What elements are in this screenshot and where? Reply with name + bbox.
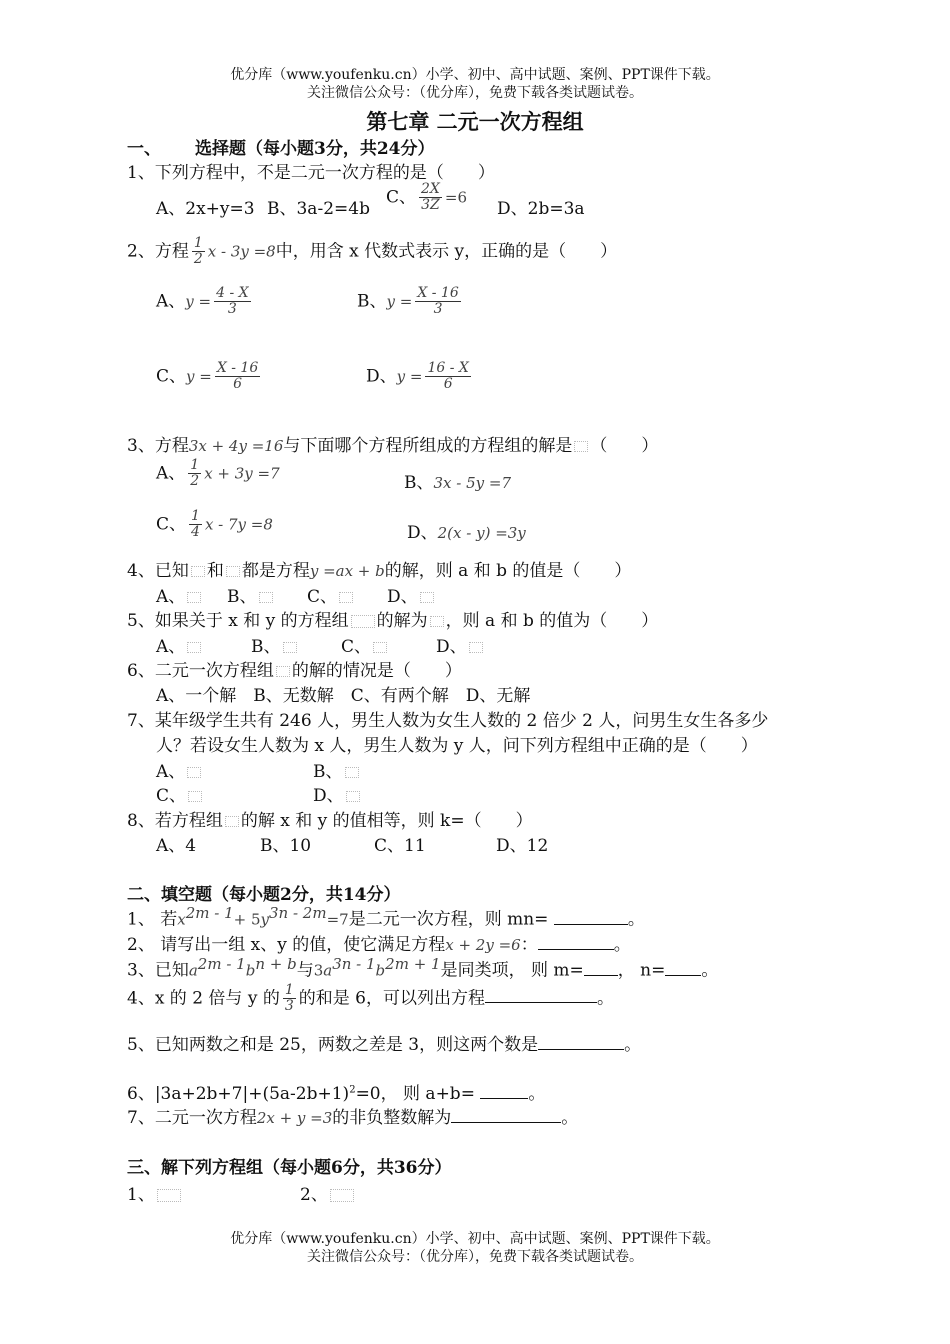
option-label: B、 (313, 762, 343, 782)
q6-options: A、一个解 B、无数解 C、有两个解 D、无解 (156, 686, 531, 706)
equation-placeholder-icon (346, 791, 360, 802)
fraction-denominator: 2 (190, 473, 200, 490)
math-expression: x + 2y =6 (445, 936, 521, 954)
text: ，则 a 和 b 的值为（ ） (445, 611, 659, 631)
q2-option-d-fraction (425, 361, 470, 393)
math-base: x (177, 910, 186, 929)
fill-4 (127, 983, 614, 1015)
q1-option-c-rhs: =6 (444, 188, 468, 207)
fraction-numerator: 16 - X (427, 360, 469, 376)
equation-placeholder-icon (339, 592, 353, 603)
fill-3 (127, 955, 718, 981)
option-label: C、 (156, 514, 187, 535)
q2-option-d (366, 361, 474, 393)
option-expression: 3x - 5y =7 (433, 474, 512, 492)
q1-option-c (386, 182, 467, 214)
section3-title: 三、解下列方程组（每小题6分，共36分） (127, 1158, 452, 1178)
text: 的解为 (376, 611, 428, 631)
q2-stem (127, 236, 617, 268)
fraction-denominator: 4 (191, 524, 200, 541)
fraction-denominator: 6 (443, 376, 453, 393)
equation-placeholder-icon (188, 791, 202, 802)
q2-expression: x - 3y =8 (207, 242, 276, 261)
math-exponent: 2m - 1 (185, 904, 234, 922)
answer-blank[interactable] (451, 1106, 561, 1123)
math-exponent: 2 (349, 1084, 356, 1096)
solve-1 (127, 1180, 183, 1205)
q8-option-a: A、4 (156, 836, 197, 856)
option-label: A、 (156, 637, 186, 657)
q3-option-c-fraction (189, 509, 202, 541)
footer-line-2: 关注微信公众号：（优分库），免费下载各类试题试卷。 (307, 1249, 643, 1265)
q7-line-1: 7、某年级学生共有 246 人，男生人数为女生人数的 2 倍少 2 人，问男生女生各多少 (127, 711, 769, 731)
text: 7、二元一次方程 (127, 1108, 257, 1128)
text: 的解 x 和 y 的值相等，则 k=（ ） (240, 811, 533, 831)
q5-option-a (156, 632, 203, 657)
equation-placeholder-icon (191, 566, 205, 577)
q2-suffix: 中，用含 x 代数式表示 y，正确的是（ ） (275, 241, 618, 262)
q8-option-b: B、10 (260, 836, 312, 856)
math-exponent: 2m + 1 (385, 955, 441, 973)
q3-prefix: 3、方程 (127, 436, 189, 456)
equation-placeholder-icon (469, 642, 483, 653)
option-label: B、 (227, 587, 257, 607)
answer-blank[interactable] (584, 959, 618, 976)
q1-stem: 1、下列方程中，不是二元一次方程的是（ ） (127, 163, 495, 183)
fraction-numerator: 1 (284, 982, 294, 998)
option-label: B、 (251, 637, 281, 657)
option-label: D、 (387, 587, 418, 607)
option-lhs: y = (386, 292, 413, 311)
q4-option-a (156, 582, 203, 607)
math-expression: 2x + y =3 (256, 1109, 333, 1127)
text: 的解，则 a 和 b 的值是（ ） (384, 561, 632, 581)
section2-title: 二、填空题（每小题2分，共14分） (127, 885, 401, 905)
option-label: A、 (156, 291, 186, 312)
math-exponent: 3n - 2m (269, 904, 327, 922)
text: 5、如果关于 x 和 y 的方程组 (127, 611, 349, 631)
fraction-numerator: X - 16 (216, 360, 259, 376)
text: 都是方程 (241, 561, 310, 581)
math-base: b (375, 961, 386, 980)
header-line-2: 关注微信公众号：（优分库），免费下载各类试题试卷。 (307, 85, 643, 101)
fraction-numerator: 1 (193, 235, 203, 251)
q8-stem (127, 806, 533, 831)
q3-suffix: 与下面哪个方程所组成的方程组的解是 (283, 436, 573, 456)
equation-placeholder-icon (420, 592, 434, 603)
q1-option-b: B、3a-2=4b (267, 199, 370, 219)
fill-2 (127, 930, 631, 955)
option-label: C、 (341, 637, 372, 657)
math-base: a (323, 961, 333, 980)
option-label: A、 (156, 463, 186, 484)
q4-option-c (307, 582, 355, 607)
equation-placeholder-icon (225, 816, 239, 827)
text: 4、x 的 2 倍与 y 的 (127, 988, 280, 1009)
q2-option-b (357, 286, 464, 318)
q3-option-c (156, 509, 273, 541)
q1-option-a: A、2x+y=3 (156, 199, 255, 219)
q2-option-a-fraction (214, 286, 251, 318)
fraction-denominator: 3 (433, 301, 443, 318)
text: 。 (624, 1035, 642, 1055)
q3-stem (127, 431, 658, 456)
text: 。 (701, 960, 719, 981)
equation-placeholder-icon (259, 592, 273, 603)
q6-stem (127, 656, 462, 681)
fraction-numerator: 4 - X (216, 285, 249, 301)
text: 与 (296, 960, 314, 981)
q7-option-d (313, 781, 362, 806)
fraction-denominator: 2 (193, 251, 203, 268)
text: 6、二元一次方程组 (127, 661, 274, 681)
solve-2 (300, 1180, 356, 1205)
fraction-numerator: 1 (191, 508, 200, 524)
text: 1、 若 (127, 909, 178, 930)
equation-placeholder-icon (330, 1189, 354, 1202)
q2-option-b-fraction (415, 286, 460, 318)
math-coefficient: 3 (313, 961, 324, 980)
text: 和 (206, 561, 224, 581)
option-label: A、 (156, 762, 186, 782)
option-lhs: y = (186, 367, 212, 386)
option-label: C、 (156, 786, 187, 806)
equation-placeholder-icon (187, 592, 201, 603)
q3-answer-paren: （ ） (590, 436, 659, 456)
q1-option-c-fraction (419, 182, 442, 214)
q3-option-a-fraction (188, 458, 201, 490)
fraction-denominator: 3 (227, 301, 237, 318)
q5-stem (127, 606, 658, 631)
section1-number: 一、 (127, 139, 161, 159)
option-label: B、 (357, 291, 387, 312)
page-title: 第七章 二元一次方程组 (366, 109, 584, 134)
text: 。 (561, 1108, 579, 1128)
text: 6、|3a+2b+7|+(5a-2b+1) (127, 1084, 350, 1104)
option-label: 1、 (127, 1185, 155, 1205)
math-base: y (260, 910, 269, 929)
answer-blank[interactable] (485, 986, 597, 1003)
text: 2、 请写出一组 x、y 的值，使它满足方程 (127, 935, 446, 955)
q1-option-d: D、2b=3a (497, 199, 585, 219)
text: 是二元一次方程，则 mn= (348, 909, 549, 930)
text: 。 (627, 909, 645, 930)
fill-1 (127, 904, 645, 930)
answer-blank[interactable] (665, 959, 701, 976)
fraction-denominator: 3 (284, 998, 294, 1015)
header-line-1: 优分库（www.youfenku.cn）小学、初中、高中试题、案例、PPT课件下载。 (230, 67, 720, 83)
equation-placeholder-icon (187, 767, 201, 778)
text: ： (520, 935, 538, 955)
equation-placeholder-icon (345, 767, 359, 778)
math-base: b (245, 961, 256, 980)
q4-stem (127, 556, 631, 581)
q8-option-c: C、11 (374, 836, 426, 856)
equation-placeholder-icon (187, 642, 201, 653)
text: 8、若方程组 (127, 811, 223, 831)
fraction-denominator: 3Z (421, 197, 440, 214)
q2-option-c (156, 361, 263, 393)
q2-prefix: 2、方程 (127, 241, 189, 262)
equation-placeholder-icon (373, 642, 387, 653)
text: 5、已知两数之和是 25，两数之差是 3，则这两个数是 (127, 1035, 539, 1055)
text: 。 (597, 988, 614, 1009)
q7-line-2: 人？若设女生人数为 x 人，男生人数为 y 人，问下列方程组中正确的是（ ） (156, 736, 758, 756)
fraction-numerator: 2X (421, 181, 440, 197)
math-term: + 5 (233, 910, 261, 929)
option-expression: x + 3y =7 (204, 464, 280, 483)
text: 的和是 6，可以列出方程 (298, 988, 485, 1009)
text: =0， 则 a+b= (355, 1084, 475, 1104)
q2-option-c-fraction (215, 361, 260, 393)
text: 的解的情况是（ ） (291, 661, 462, 681)
text: 3、已知 (127, 960, 189, 981)
fraction-numerator: X - 16 (417, 285, 459, 301)
q5-option-b (251, 632, 299, 657)
q7-option-b (313, 757, 361, 782)
equation-placeholder-icon (574, 441, 588, 452)
fill-7 (127, 1103, 578, 1128)
answer-blank[interactable] (480, 1082, 528, 1099)
q2-option-a (156, 286, 254, 318)
q8-option-d: D、12 (496, 836, 549, 856)
option-label: D、 (436, 637, 467, 657)
q5-option-d (436, 632, 485, 657)
option-label: C、 (156, 366, 187, 387)
q3-expression: 3x + 4y =16 (188, 437, 284, 455)
math-rhs: =7 (326, 910, 349, 929)
q3-option-a (156, 458, 280, 490)
answer-blank[interactable] (538, 1033, 624, 1050)
fill-4-fraction (283, 983, 296, 1015)
option-label: A、 (156, 587, 186, 607)
q4-option-b (227, 582, 275, 607)
text: 4、已知 (127, 561, 189, 581)
q4-option-d (387, 582, 436, 607)
math-exponent: n + b (255, 955, 297, 973)
math-base: a (188, 961, 198, 980)
text: 的非负整数解为 (332, 1108, 452, 1128)
option-label: B、 (404, 473, 434, 493)
equation-placeholder-icon (226, 566, 240, 577)
option-label: C、 (307, 587, 338, 607)
option-label: D、 (407, 523, 438, 543)
text: 。 (613, 935, 631, 955)
fill-5 (127, 1030, 641, 1055)
section1-title: 选择题（每小题3分，共24分） (195, 139, 435, 159)
equation-placeholder-icon (283, 642, 297, 653)
option-lhs: y = (185, 292, 212, 311)
equation-placeholder-icon (351, 615, 375, 628)
answer-blank[interactable] (554, 908, 628, 925)
equation-placeholder-icon (430, 616, 444, 627)
answer-blank[interactable] (538, 933, 614, 950)
math-exponent: 2m - 1 (197, 955, 246, 973)
option-expression: 2(x - y) =3y (437, 524, 526, 542)
equation-placeholder-icon (157, 1189, 181, 1202)
q7-option-c (156, 781, 204, 806)
text: ， n= (617, 960, 666, 981)
fraction-numerator: 1 (190, 457, 200, 473)
text: 是同类项， 则 m= (440, 960, 584, 981)
fraction-denominator: 6 (233, 376, 242, 393)
equation-placeholder-icon (276, 666, 290, 677)
q1-option-c-label: C、 (386, 187, 417, 208)
option-lhs: y = (396, 367, 423, 386)
option-label: D、 (366, 366, 397, 387)
q5-option-c (341, 632, 389, 657)
option-expression: x - 7y =8 (204, 515, 273, 534)
fill-6 (127, 1079, 545, 1104)
footer-line-1: 优分库（www.youfenku.cn）小学、初中、高中试题、案例、PPT课件下载。 (230, 1231, 720, 1247)
option-label: D、 (313, 786, 344, 806)
q3-option-d (407, 518, 526, 543)
math-exponent: 3n - 1 (332, 955, 376, 973)
option-label: 2、 (300, 1185, 328, 1205)
q4-expression: y =ax + b (309, 562, 385, 580)
q2-fraction (192, 236, 205, 268)
q3-option-b (404, 468, 511, 493)
text: 。 (528, 1084, 546, 1104)
q7-option-a (156, 757, 203, 782)
